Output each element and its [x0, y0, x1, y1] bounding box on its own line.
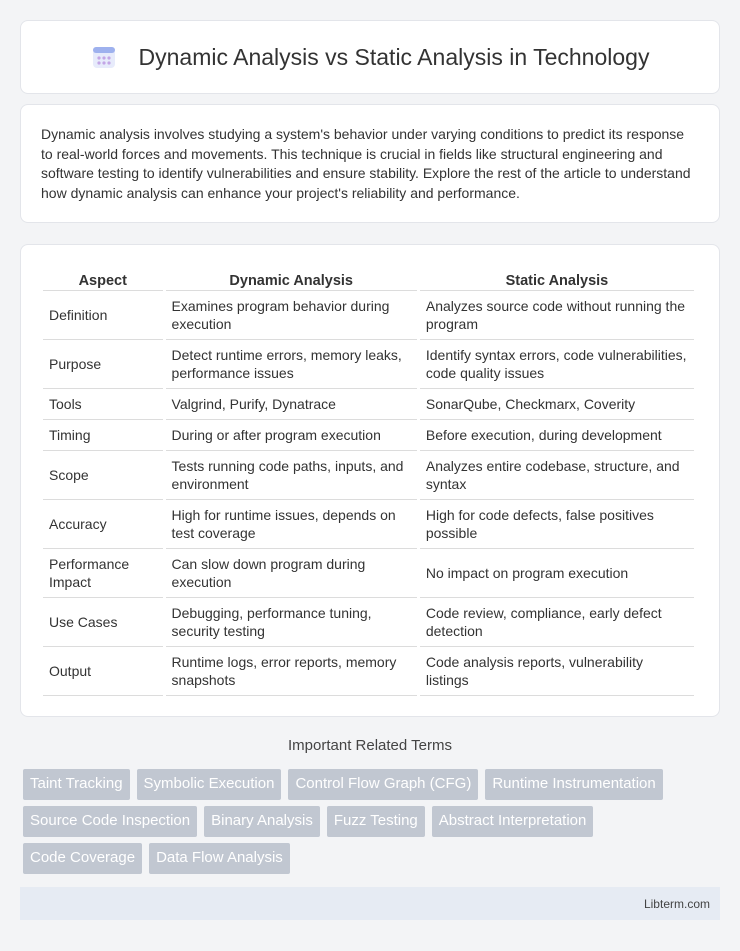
- table-row: [43, 291, 694, 340]
- cell-static: Before execution, during development: [420, 420, 694, 451]
- cell-static: Code review, compliance, early defect detection: [420, 598, 694, 647]
- related-term-tag[interactable]: Abstract Interpretation: [432, 806, 594, 837]
- footer: [20, 887, 720, 920]
- title-card: [20, 20, 720, 94]
- cell-dynamic: Tests running code paths, inputs, and environment: [166, 451, 417, 500]
- related-term-tag[interactable]: Fuzz Testing: [327, 806, 425, 837]
- intro-card: [20, 104, 720, 223]
- header-static: Static Analysis: [420, 265, 694, 291]
- cell-static: Analyzes source code without running the program: [420, 291, 694, 340]
- cell-static: SonarQube, Checkmarx, Coverity: [420, 389, 694, 420]
- cell-dynamic: Debugging, performance tuning, security testing: [166, 598, 417, 647]
- related-term-tag[interactable]: Code Coverage: [23, 843, 142, 874]
- cell-aspect: Accuracy: [43, 500, 163, 549]
- cell-dynamic: Can slow down program during execution: [166, 549, 417, 598]
- cell-dynamic: High for runtime issues, depends on test coverage: [166, 500, 417, 549]
- intro-paragraph: Dynamic analysis involves studying a system's behavior under varying conditions to predict its response to real-world forces and movements. This technique is crucial in fields like structural engineering and software testing to identify vulnerabilities and ensure stability. Explore the rest of the article to understand how dynamic analysis can enhance your project's reliability and performance.: [41, 126, 691, 201]
- cell-dynamic: Runtime logs, error reports, memory snapshots: [166, 647, 417, 696]
- cell-static: No impact on program execution: [420, 549, 694, 598]
- table-row: [43, 451, 694, 500]
- cell-static: Analyzes entire codebase, structure, and syntax: [420, 451, 694, 500]
- cell-dynamic: Examines program behavior during execution: [166, 291, 417, 340]
- cell-aspect: Performance Impact: [43, 549, 163, 598]
- header-aspect: Aspect: [43, 265, 163, 291]
- table-row: [43, 647, 694, 696]
- document-icon: [91, 44, 117, 70]
- cell-dynamic: Valgrind, Purify, Dynatrace: [166, 389, 417, 420]
- page-title: Dynamic Analysis vs Static Analysis in Technology: [138, 43, 650, 70]
- related-term-tag[interactable]: Data Flow Analysis: [149, 843, 290, 874]
- cell-aspect: Scope: [43, 451, 163, 500]
- footer-site-link[interactable]: Libterm.com: [643, 896, 710, 911]
- related-terms-heading: Important Related Terms: [288, 737, 452, 754]
- table-row: [43, 598, 694, 647]
- comparison-table: [40, 265, 697, 696]
- table-row: [43, 340, 694, 389]
- cell-aspect: Tools: [43, 389, 163, 420]
- related-term-tag[interactable]: Binary Analysis: [204, 806, 320, 837]
- related-terms-list: [23, 769, 723, 880]
- table-row: [43, 549, 694, 598]
- related-term-tag[interactable]: Control Flow Graph (CFG): [288, 769, 478, 800]
- related-term-tag[interactable]: Taint Tracking: [23, 769, 130, 800]
- header-dynamic: Dynamic Analysis: [166, 265, 417, 291]
- cell-dynamic: Detect runtime errors, memory leaks, performance issues: [166, 340, 417, 389]
- related-term-tag[interactable]: Runtime Instrumentation: [485, 769, 662, 800]
- table-header-row: [43, 265, 694, 291]
- cell-aspect: Use Cases: [43, 598, 163, 647]
- cell-static: Code analysis reports, vulnerability listings: [420, 647, 694, 696]
- cell-static: Identify syntax errors, code vulnerabilities, code quality issues: [420, 340, 694, 389]
- table-row: [43, 500, 694, 549]
- table-row: [43, 420, 694, 451]
- cell-aspect: Output: [43, 647, 163, 696]
- comparison-card: [20, 244, 720, 717]
- cell-aspect: Purpose: [43, 340, 163, 389]
- related-term-tag[interactable]: Source Code Inspection: [23, 806, 197, 837]
- related-term-tag[interactable]: Symbolic Execution: [137, 769, 282, 800]
- cell-static: High for code defects, false positives possible: [420, 500, 694, 549]
- cell-dynamic: During or after program execution: [166, 420, 417, 451]
- cell-aspect: Definition: [43, 291, 163, 340]
- cell-aspect: Timing: [43, 420, 163, 451]
- table-row: [43, 389, 694, 420]
